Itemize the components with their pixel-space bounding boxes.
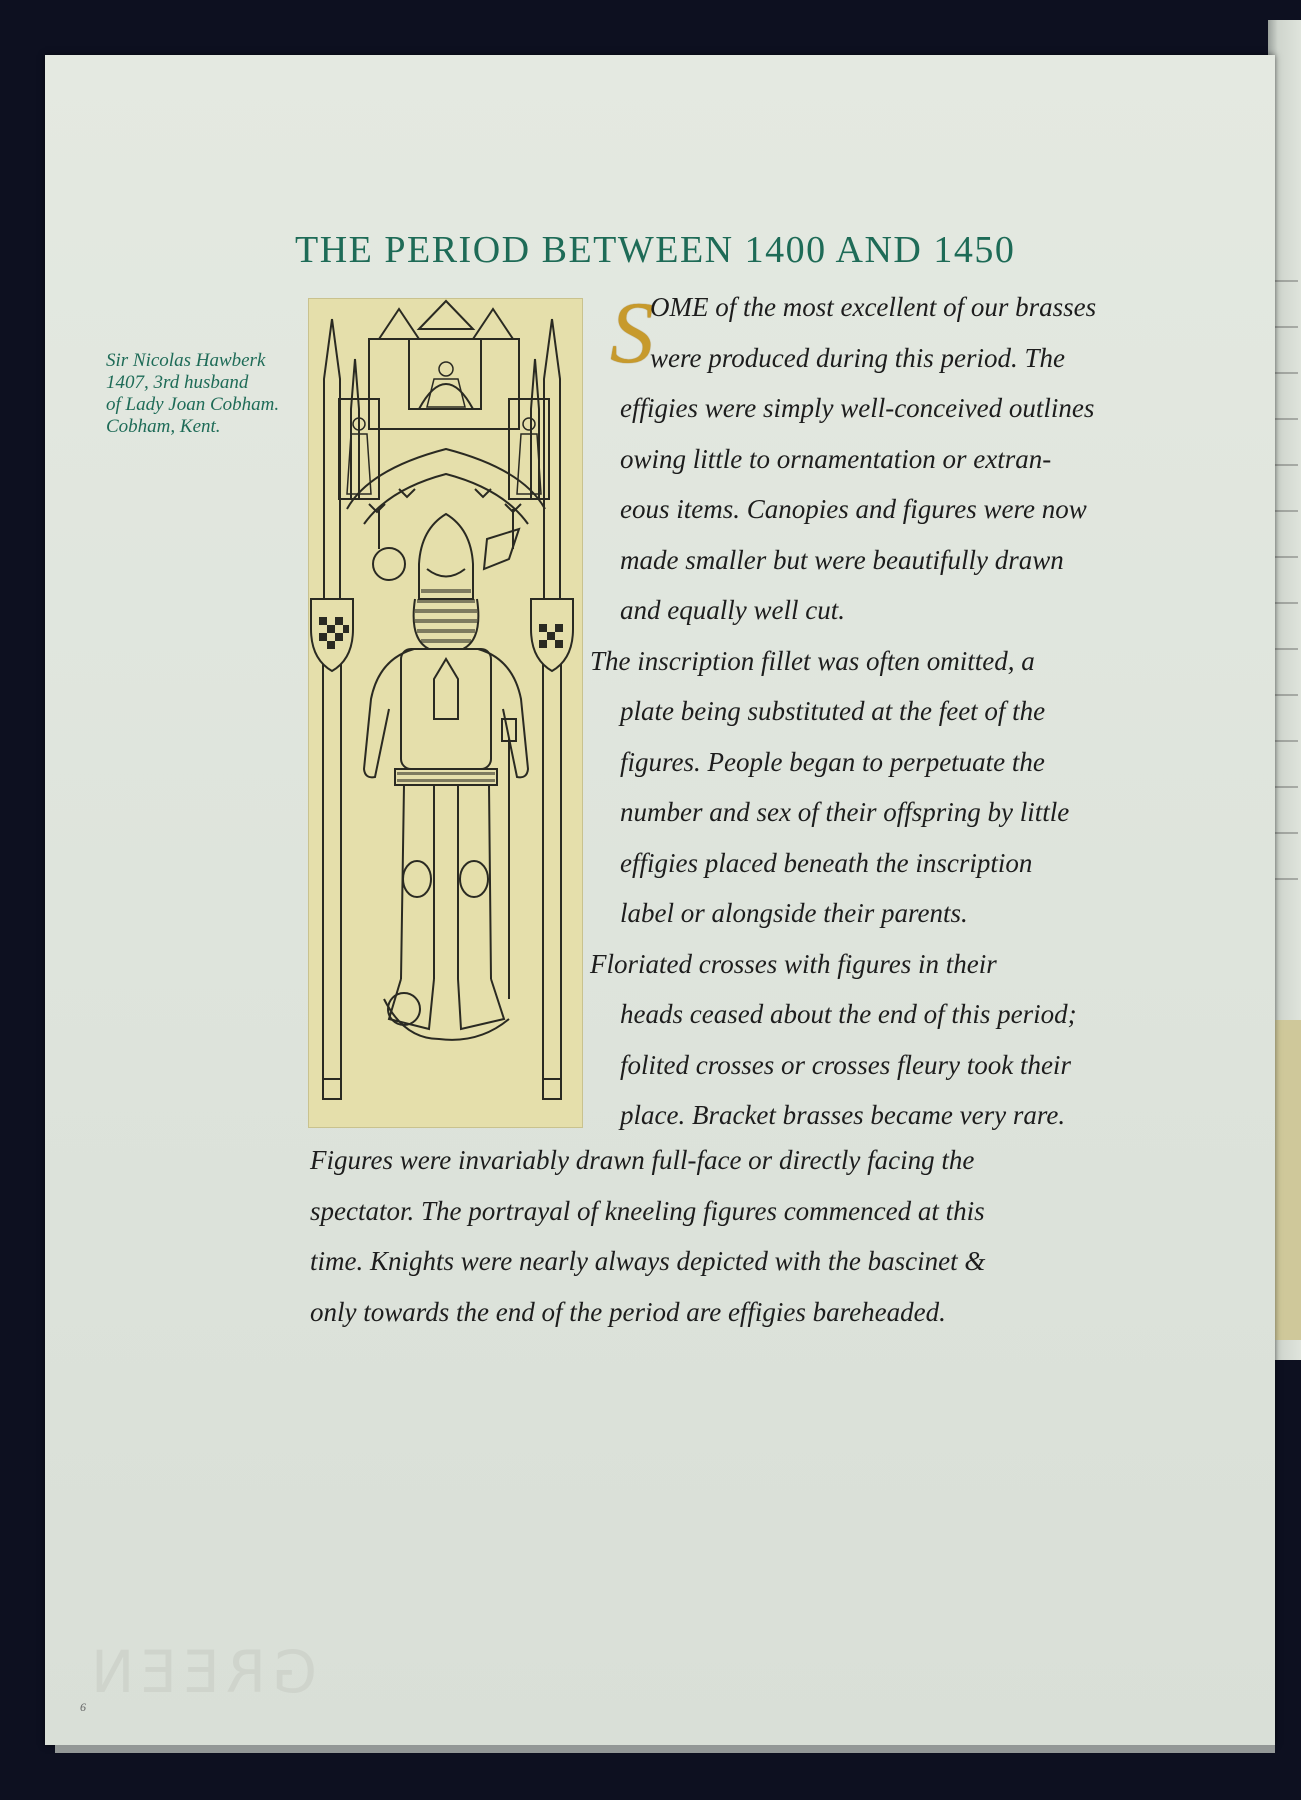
caption-line: of Lady Joan Cobham. (106, 394, 280, 415)
text-line: time. Knights were nearly always depicted with the bascinet & (310, 1246, 986, 1276)
column-paragraphs (590, 282, 1097, 1141)
page-number: 6 (80, 1700, 86, 1714)
page-title: THE PERIOD BETWEEN 1400 AND 1450 (295, 229, 1016, 271)
text-line: label or alongside their parents. (620, 898, 968, 928)
text-line: were produced during this period. The (650, 342, 1065, 373)
text-line: Figures were invariably drawn full-face or directly facing the (310, 1145, 975, 1175)
knight-brass-illustration (308, 298, 583, 1128)
caption-line: Cobham, Kent. (106, 416, 221, 437)
text-line: Floriated crosses with figures in their (590, 948, 997, 979)
show-through-watermark: GREEN (85, 1638, 317, 1706)
text-line: plate being substituted at the feet of the (620, 696, 1046, 726)
text-line: effigies were simply well-conceived outlines (620, 393, 1095, 423)
text-line: number and sex of their offspring by little (620, 797, 1070, 827)
text-line: and equally well cut. (620, 595, 845, 625)
caption-line: 1407, 3rd husband (106, 372, 249, 393)
text-line: effigies placed beneath the inscription (620, 847, 1033, 878)
adjacent-page-lines (1272, 280, 1300, 924)
text-line: OME of the most excellent of our brasses (650, 292, 1097, 322)
text-line: made smaller but were beautifully drawn (620, 544, 1064, 575)
knight-brass-drawing (309, 299, 582, 1127)
text-line: eous items. Canopies and figures were now (620, 494, 1087, 524)
text-line: spectator. The portrayal of kneeling figures commenced at this (310, 1195, 985, 1226)
text-line: only towards the end of the period are effigies bareheaded. (310, 1296, 946, 1327)
illustration-caption (106, 350, 306, 438)
text-line: folited crosses or crosses fleury took their (620, 1049, 1071, 1080)
gilded-drop-cap: S (610, 285, 654, 382)
text-line: The inscription fillet was often omitted, a (590, 645, 1035, 676)
text-line: place. Bracket brasses became very rare. (620, 1100, 1066, 1130)
caption-line: Sir Nicolas Hawberk (106, 350, 266, 371)
full-width-paragraph (310, 1135, 985, 1337)
text-line: figures. People began to perpetuate the (620, 746, 1045, 777)
text-line: owing little to ornamentation or extran- (620, 443, 1052, 474)
adjacent-page-illustration (1272, 1020, 1301, 1340)
page-bottom-edge (55, 1745, 1275, 1753)
text-line: heads ceased about the end of this period; (620, 999, 1077, 1029)
